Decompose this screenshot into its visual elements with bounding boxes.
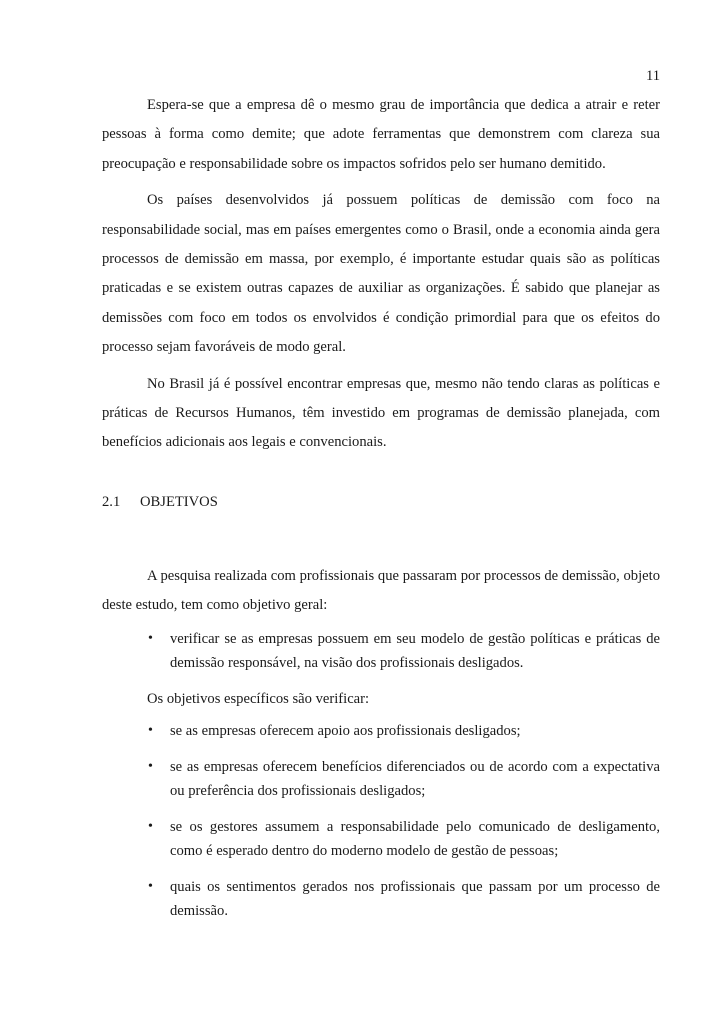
bullet-icon: • bbox=[148, 722, 153, 738]
list-item bbox=[102, 875, 660, 923]
general-objectives-list bbox=[102, 627, 660, 675]
bullet-icon: • bbox=[148, 878, 153, 894]
paragraph-3: No Brasil já é possível encontrar empresas que, mesmo não tendo claras as políticas e práticas de Recursos Humanos, têm investido em programas de demissão planejada, com benefícios adicionais aos legais e convencionais. bbox=[102, 375, 660, 451]
list-item-text: se as empresas oferecem apoio aos profissionais desligados; bbox=[170, 722, 521, 739]
paragraph-2: Os países desenvolvidos já possuem políticas de demissão com foco na responsabilidade social, mas em países emergentes como o Brasil, onde a economia ainda gera processos de demissão em massa, por exemplo, é importante estudar quais são as políticas praticadas e se existem outras capazes de auxiliar as organizações. É sabido que planejar as demissões com foco em todos os envolvidos é condição primordial para que os efeitos do processo sejam favoráveis de modo geral. bbox=[102, 192, 660, 356]
list-item-text: se as empresas oferecem benefícios diferenciados ou de acordo com a expectativa ou preferência dos profissionais desligados; bbox=[170, 758, 660, 799]
list-item-text: verificar se as empresas possuem em seu modelo de gestão políticas e práticas de demissão responsável, na visão dos profissionais desligados. bbox=[170, 630, 660, 671]
specific-objectives-list bbox=[102, 719, 660, 923]
list-item bbox=[102, 719, 660, 743]
page-number: 11 bbox=[645, 68, 660, 84]
page-content bbox=[102, 91, 660, 935]
list-item-text: quais os sentimentos gerados nos profissionais que passam por um processo de demissão. bbox=[170, 878, 660, 919]
section-heading bbox=[102, 492, 660, 512]
section-number: 2.1 bbox=[102, 493, 121, 510]
specific-objectives-intro: Os objetivos específicos são verificar: bbox=[147, 690, 370, 707]
bullet-icon: • bbox=[148, 758, 153, 774]
list-item-text: se os gestores assumem a responsabilidade pelo comunicado de desligamento, como é esperado dentro do moderno modelo de gestão de pessoas; bbox=[170, 818, 660, 859]
section-title: OBJETIVOS bbox=[140, 493, 218, 510]
bullet-icon: • bbox=[148, 630, 153, 646]
list-item bbox=[102, 815, 660, 863]
paragraph-1: Espera-se que a empresa dê o mesmo grau de importância que dedica a atrair e reter pessoas à forma como demite; que adote ferramentas que demonstrem com clareza sua preocupação e responsabilidade sobre os impactos sofridos pelo ser humano demitido. bbox=[102, 97, 660, 172]
list-item bbox=[102, 627, 660, 675]
bullet-icon: • bbox=[148, 818, 153, 834]
intro-paragraph: A pesquisa realizada com profissionais que passaram por processos de demissão, objeto deste estudo, tem como objetivo geral: bbox=[102, 567, 660, 614]
list-item bbox=[102, 755, 660, 803]
